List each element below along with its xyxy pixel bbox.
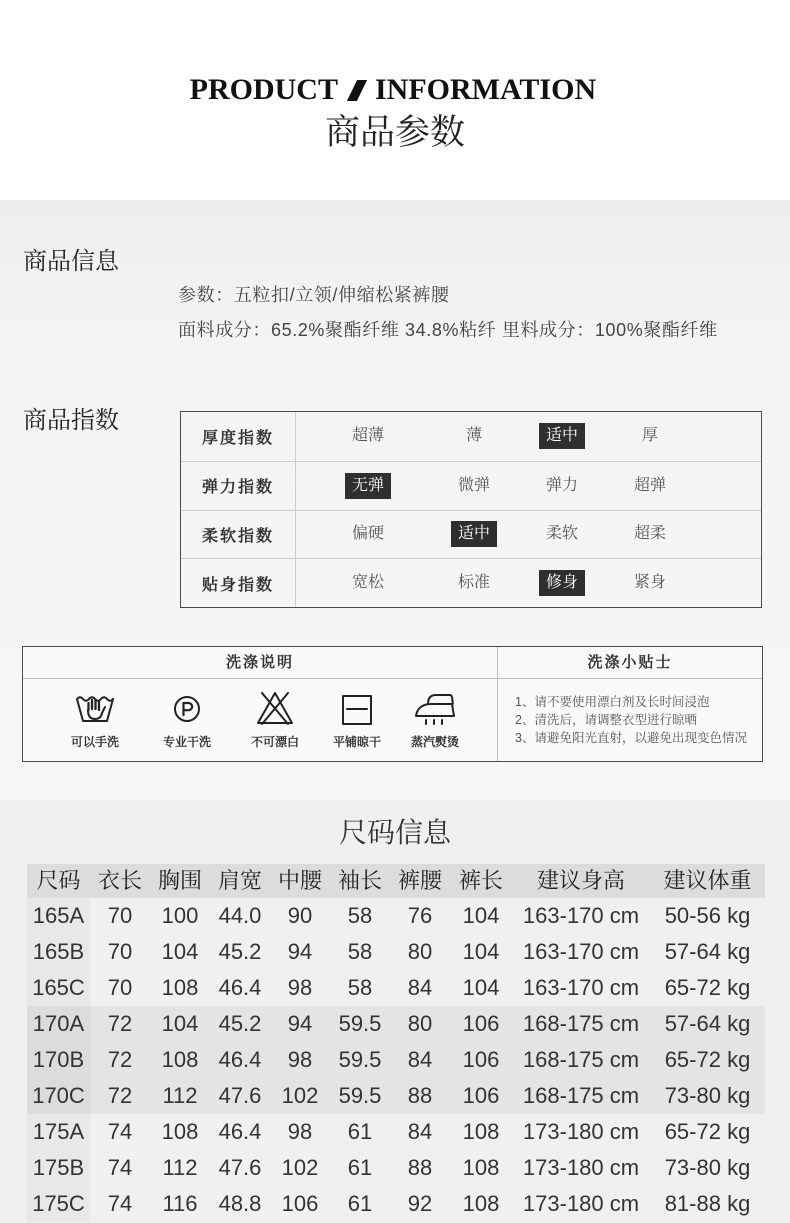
size-value-cell: 106 — [462, 1047, 500, 1072]
washing-tips — [515, 693, 747, 747]
size-value-cell: 168-175 cm — [522, 1047, 640, 1072]
index-row-elasticity — [181, 461, 761, 510]
index-option: 修身 — [539, 570, 585, 596]
size-value-cell: 58 — [347, 939, 373, 964]
size-value-cell: 59.5 — [338, 1083, 382, 1108]
size-column-header: 肩宽 — [217, 868, 262, 893]
washing-panel — [22, 646, 763, 762]
size-value-cell: 108 — [161, 975, 199, 1000]
index-row-softness — [181, 510, 761, 559]
size-value-cell: 112 — [162, 1155, 198, 1180]
index-option: 标准 — [457, 574, 490, 592]
title-en-right: INFORMATION — [375, 73, 597, 106]
index-option: 超弹 — [633, 476, 666, 494]
size-value-cell: 168-175 cm — [522, 1011, 640, 1036]
size-code-cell: 175B — [27, 1150, 90, 1186]
index-row-name: 柔软指数 — [181, 511, 296, 559]
size-value-cell: 173-180 cm — [522, 1191, 640, 1216]
size-value-cell: 61 — [347, 1155, 373, 1180]
size-value-cell: 88 — [407, 1155, 433, 1180]
size-value-cell: 108 — [462, 1119, 500, 1144]
size-code-cell: 170A — [27, 1006, 90, 1042]
size-table-header — [27, 864, 765, 898]
size-value-cell: 163-170 cm — [522, 903, 640, 928]
size-row — [27, 1150, 765, 1186]
no-bleach-icon — [255, 690, 295, 726]
size-value-cell: 168-175 cm — [522, 1083, 640, 1108]
size-value-cell: 81-88 kg — [664, 1191, 751, 1216]
washing-tip: 1、请不要使用漂白剂及长时间浸泡 — [515, 695, 710, 709]
size-value-cell: 88 — [407, 1083, 433, 1108]
size-row — [27, 1114, 765, 1150]
size-value-cell: 98 — [287, 975, 313, 1000]
index-option: 超薄 — [351, 427, 384, 445]
size-row — [27, 1042, 765, 1078]
washing-tip: 2、清洗后，请调整衣型进行晾晒 — [515, 713, 697, 727]
size-value-cell: 59.5 — [338, 1011, 382, 1036]
size-value-cell: 46.4 — [218, 975, 262, 1000]
index-row-name: 厚度指数 — [181, 412, 296, 461]
size-value-cell: 61 — [347, 1119, 373, 1144]
index-option: 宽松 — [351, 574, 384, 592]
size-value-cell: 73-80 kg — [664, 1083, 751, 1108]
size-value-cell: 58 — [347, 975, 373, 1000]
size-info-title: 尺码信息 — [338, 817, 451, 848]
size-value-cell: 104 — [462, 939, 500, 964]
index-option: 无弹 — [345, 473, 391, 499]
size-value-cell: 106 — [462, 1011, 500, 1036]
size-row — [27, 1078, 765, 1114]
index-option: 微弹 — [457, 476, 490, 494]
size-value-cell: 84 — [407, 1047, 433, 1072]
size-value-cell: 72 — [107, 1011, 133, 1036]
size-column-header: 建议体重 — [663, 868, 752, 893]
size-value-cell: 46.4 — [218, 1119, 262, 1144]
index-option: 适中 — [451, 521, 497, 547]
washing-panel-header — [23, 647, 762, 679]
size-value-cell: 61 — [347, 1191, 373, 1216]
size-value-cell: 80 — [407, 939, 433, 964]
size-value-cell: 57-64 kg — [664, 1011, 751, 1036]
size-value-cell: 163-170 cm — [522, 975, 640, 1000]
size-value-cell: 104 — [161, 1011, 199, 1036]
size-value-cell: 98 — [287, 1119, 313, 1144]
title-en-left: PRODUCT — [189, 73, 338, 106]
size-code-cell: 175C — [27, 1186, 90, 1222]
page-title: 商品参数 — [324, 113, 465, 152]
size-value-cell: 47.6 — [218, 1155, 262, 1180]
size-value-cell: 44.0 — [218, 903, 262, 928]
size-column-header: 袖长 — [337, 868, 382, 893]
washing-tips-title: 洗涤小贴士 — [587, 654, 673, 671]
index-row-name: 弹力指数 — [181, 462, 296, 510]
size-code-cell: 170C — [27, 1078, 90, 1114]
washing-instructions-title: 洗涤说明 — [225, 654, 294, 671]
product-info-line: 参数：五粒扣/立领/伸缩松紧裤腰 — [178, 285, 450, 305]
index-option: 偏硬 — [351, 525, 384, 543]
index-option: 适中 — [539, 423, 585, 449]
size-column-header: 衣长 — [97, 868, 142, 893]
size-value-cell: 112 — [162, 1083, 198, 1108]
size-value-cell: 47.6 — [218, 1083, 262, 1108]
size-value-cell: 72 — [107, 1047, 133, 1072]
size-value-cell: 92 — [407, 1191, 433, 1216]
size-value-cell: 70 — [107, 903, 133, 928]
dry-clean-icon — [170, 690, 204, 726]
size-value-cell: 102 — [281, 1155, 319, 1180]
size-value-cell: 106 — [281, 1191, 319, 1216]
size-value-cell: 73-80 kg — [664, 1155, 751, 1180]
size-code-cell: 165A — [27, 898, 90, 934]
washing-panel-divider — [497, 647, 498, 761]
flat-dry-icon — [339, 690, 375, 726]
size-column-header: 中腰 — [277, 868, 322, 893]
care-symbol-flat-dry — [322, 690, 392, 750]
care-symbol-label: 蒸汽熨烫 — [410, 735, 459, 749]
size-value-cell: 58 — [347, 903, 373, 928]
size-value-cell: 108 — [161, 1047, 199, 1072]
size-value-cell: 45.2 — [218, 939, 262, 964]
size-value-cell: 84 — [407, 1119, 433, 1144]
index-option: 厚 — [641, 427, 658, 445]
steam-iron-icon — [412, 690, 458, 726]
size-value-cell: 84 — [407, 975, 433, 1000]
size-value-cell: 74 — [107, 1119, 133, 1144]
size-value-cell: 76 — [407, 903, 433, 928]
index-row-thickness — [181, 412, 761, 461]
size-value-cell: 100 — [161, 903, 199, 928]
size-value-cell: 116 — [162, 1191, 198, 1216]
size-value-cell: 173-180 cm — [522, 1119, 640, 1144]
size-value-cell: 102 — [281, 1083, 319, 1108]
size-value-cell: 108 — [462, 1155, 500, 1180]
product-info-line: 面料成分：65.2%聚酯纤维 34.8%粘纤 里料成分：100%聚酯纤维 — [178, 320, 718, 340]
size-value-cell: 108 — [161, 1119, 199, 1144]
size-column-header: 裤腰 — [397, 868, 442, 893]
size-column-header: 胸围 — [157, 868, 202, 893]
size-value-cell: 65-72 kg — [664, 975, 751, 1000]
size-value-cell: 104 — [161, 939, 199, 964]
index-row-name: 贴身指数 — [181, 559, 296, 607]
size-value-cell: 94 — [287, 1011, 313, 1036]
index-option: 超柔 — [633, 525, 666, 543]
size-value-cell: 98 — [287, 1047, 313, 1072]
size-table-body — [27, 898, 765, 1222]
index-option: 紧身 — [633, 574, 666, 592]
size-value-cell: 45.2 — [218, 1011, 262, 1036]
size-value-cell: 173-180 cm — [522, 1155, 640, 1180]
size-value-cell: 70 — [107, 975, 133, 1000]
care-symbol-label: 专业干洗 — [162, 735, 211, 749]
size-value-cell: 65-72 kg — [664, 1047, 751, 1072]
size-code-cell: 165B — [27, 934, 90, 970]
size-value-cell: 104 — [462, 975, 500, 1000]
size-value-cell: 57-64 kg — [664, 939, 751, 964]
care-symbol-label: 平铺晾干 — [332, 735, 381, 749]
care-symbol-no-bleach — [240, 690, 310, 750]
size-table — [27, 864, 765, 1222]
index-option: 薄 — [465, 427, 482, 445]
product-index-label: 商品指数 — [23, 407, 119, 434]
care-symbol-hand-wash — [60, 690, 130, 750]
size-value-cell: 80 — [407, 1011, 433, 1036]
size-value-cell: 163-170 cm — [522, 939, 640, 964]
size-code-cell: 165C — [27, 970, 90, 1006]
care-symbol-label: 可以手洗 — [70, 735, 119, 749]
product-index-table — [180, 411, 762, 608]
size-value-cell: 46.4 — [218, 1047, 262, 1072]
care-symbol-steam-iron — [400, 690, 470, 750]
size-value-cell: 50-56 kg — [664, 903, 751, 928]
size-row — [27, 934, 765, 970]
washing-tip: 3、请避免阳光直射，以避免出现变色情况 — [515, 731, 747, 745]
product-info-label: 商品信息 — [23, 248, 119, 275]
care-symbol-dry-clean — [152, 690, 222, 750]
size-row — [27, 1186, 765, 1222]
hand-wash-icon — [73, 690, 117, 726]
size-value-cell: 74 — [107, 1155, 133, 1180]
care-symbol-label: 不可漂白 — [250, 735, 299, 749]
size-value-cell: 74 — [107, 1191, 133, 1216]
index-row-fit — [181, 558, 761, 607]
size-row — [27, 1006, 765, 1042]
size-value-cell: 72 — [107, 1083, 133, 1108]
size-value-cell: 94 — [287, 939, 313, 964]
index-option: 柔软 — [545, 525, 578, 543]
size-column-header: 尺码 — [36, 868, 81, 893]
size-column-header: 建议身高 — [536, 868, 625, 893]
size-value-cell: 108 — [462, 1191, 500, 1216]
size-value-cell: 90 — [287, 903, 313, 928]
size-row — [27, 898, 765, 934]
index-option: 弹力 — [545, 476, 578, 494]
size-column-header: 裤长 — [458, 868, 503, 893]
size-value-cell: 106 — [462, 1083, 500, 1108]
size-value-cell: 104 — [462, 903, 500, 928]
size-row — [27, 970, 765, 1006]
size-value-cell: 48.8 — [218, 1191, 262, 1216]
size-value-cell: 65-72 kg — [664, 1119, 751, 1144]
size-value-cell: 59.5 — [338, 1047, 382, 1072]
size-code-cell: 175A — [27, 1114, 90, 1150]
size-value-cell: 70 — [107, 939, 133, 964]
size-code-cell: 170B — [27, 1042, 90, 1078]
